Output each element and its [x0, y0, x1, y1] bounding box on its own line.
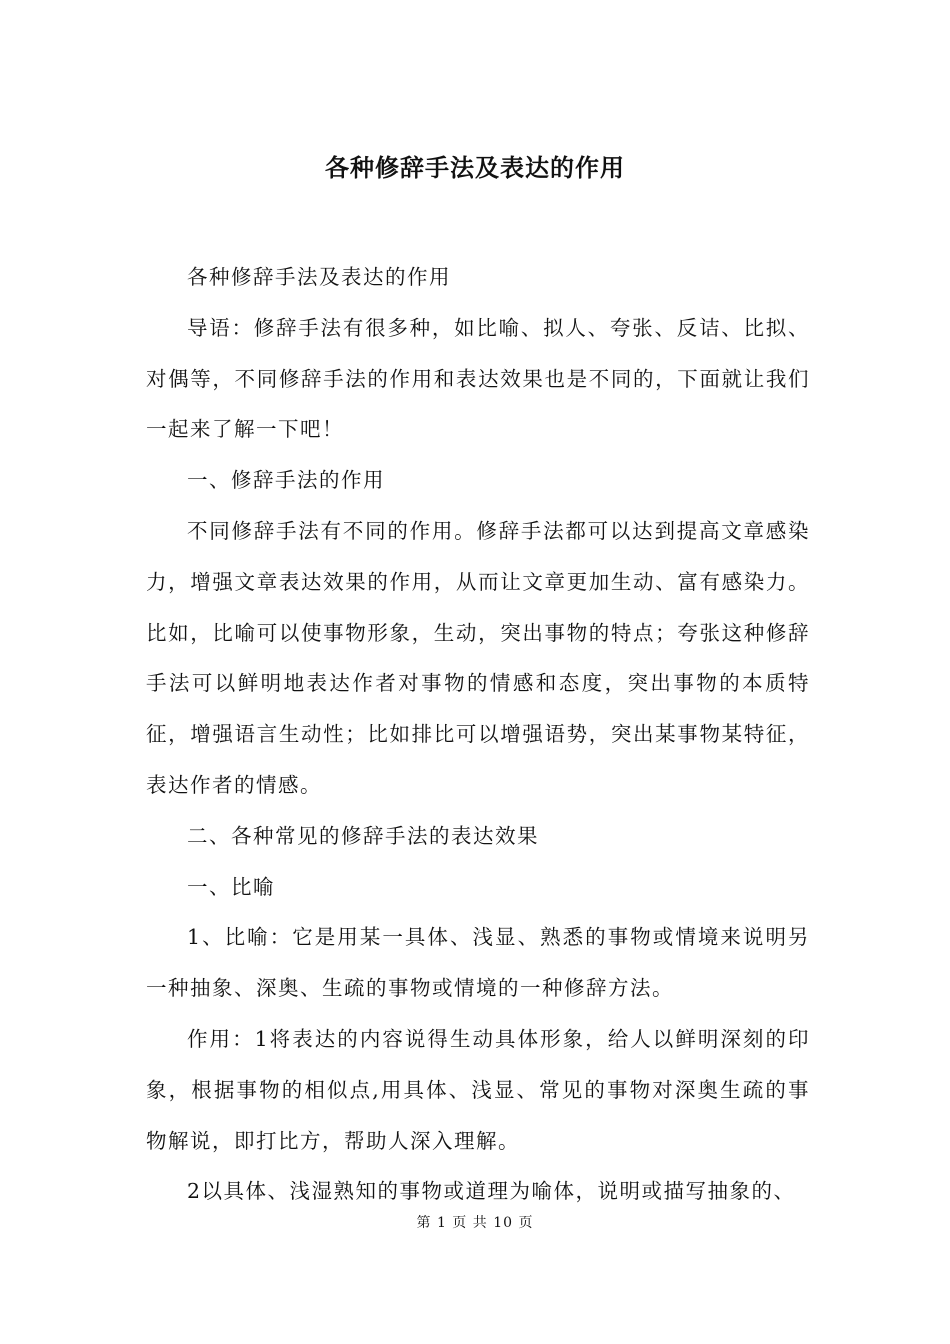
document-body — [146, 252, 810, 1217]
page-footer: 第 1 页 共 10 页 — [416, 1215, 534, 1231]
paragraph-section-1: 不同修辞手法有不同的作用。修辞手法都可以达到提高文章感染力，增强文章表达效果的作用，从而让文章更加生动、富有感染力。比如，比喻可以使事物形象，生动，突出事物的特点；夸张这种修辞手法可以鲜明地表达作者对事物的情感和态度，突出事物的本质特征，增强语言生动性；比如排比可以增强语势，突出某事物某特征，表达作者的情感。 — [146, 518, 810, 797]
paragraph-metaphor-effect-1: 作用：1将表达的内容说得生动具体形象，给人以鲜明深刻的印象，根据事物的相似点,用具体、浅显、常见的事物对深奥生疏的事物解说，即打比方，帮助人深入理解。 — [146, 1026, 810, 1153]
section-heading-2: 二、各种常见的修辞手法的表达效果 — [187, 823, 539, 848]
paragraph-metaphor-effect-2: 2以具体、浅湿熟知的事物或道理为喻体，说明或描写抽象的、 — [187, 1179, 796, 1204]
paragraph-metaphor-definition: 1、比喻：它是用某一具体、浅显、熟悉的事物或情境来说明另一种抽象、深奥、生疏的事物或情境的一种修辞方法。 — [146, 925, 810, 1001]
subsection-heading-metaphor: 一、比喻 — [187, 874, 275, 899]
page-title: 各种修辞手法及表达的作用 — [325, 153, 625, 182]
paragraph-intro: 导语：修辞手法有很多种，如比喻、拟人、夸张、反诘、比拟、对偶等，不同修辞手法的作用和表达效果也是不同的，下面就让我们一起来了解一下吧！ — [146, 315, 810, 442]
section-heading-1: 一、修辞手法的作用 — [187, 468, 385, 493]
paragraph-heading-repeat: 各种修辞手法及表达的作用 — [187, 265, 451, 289]
